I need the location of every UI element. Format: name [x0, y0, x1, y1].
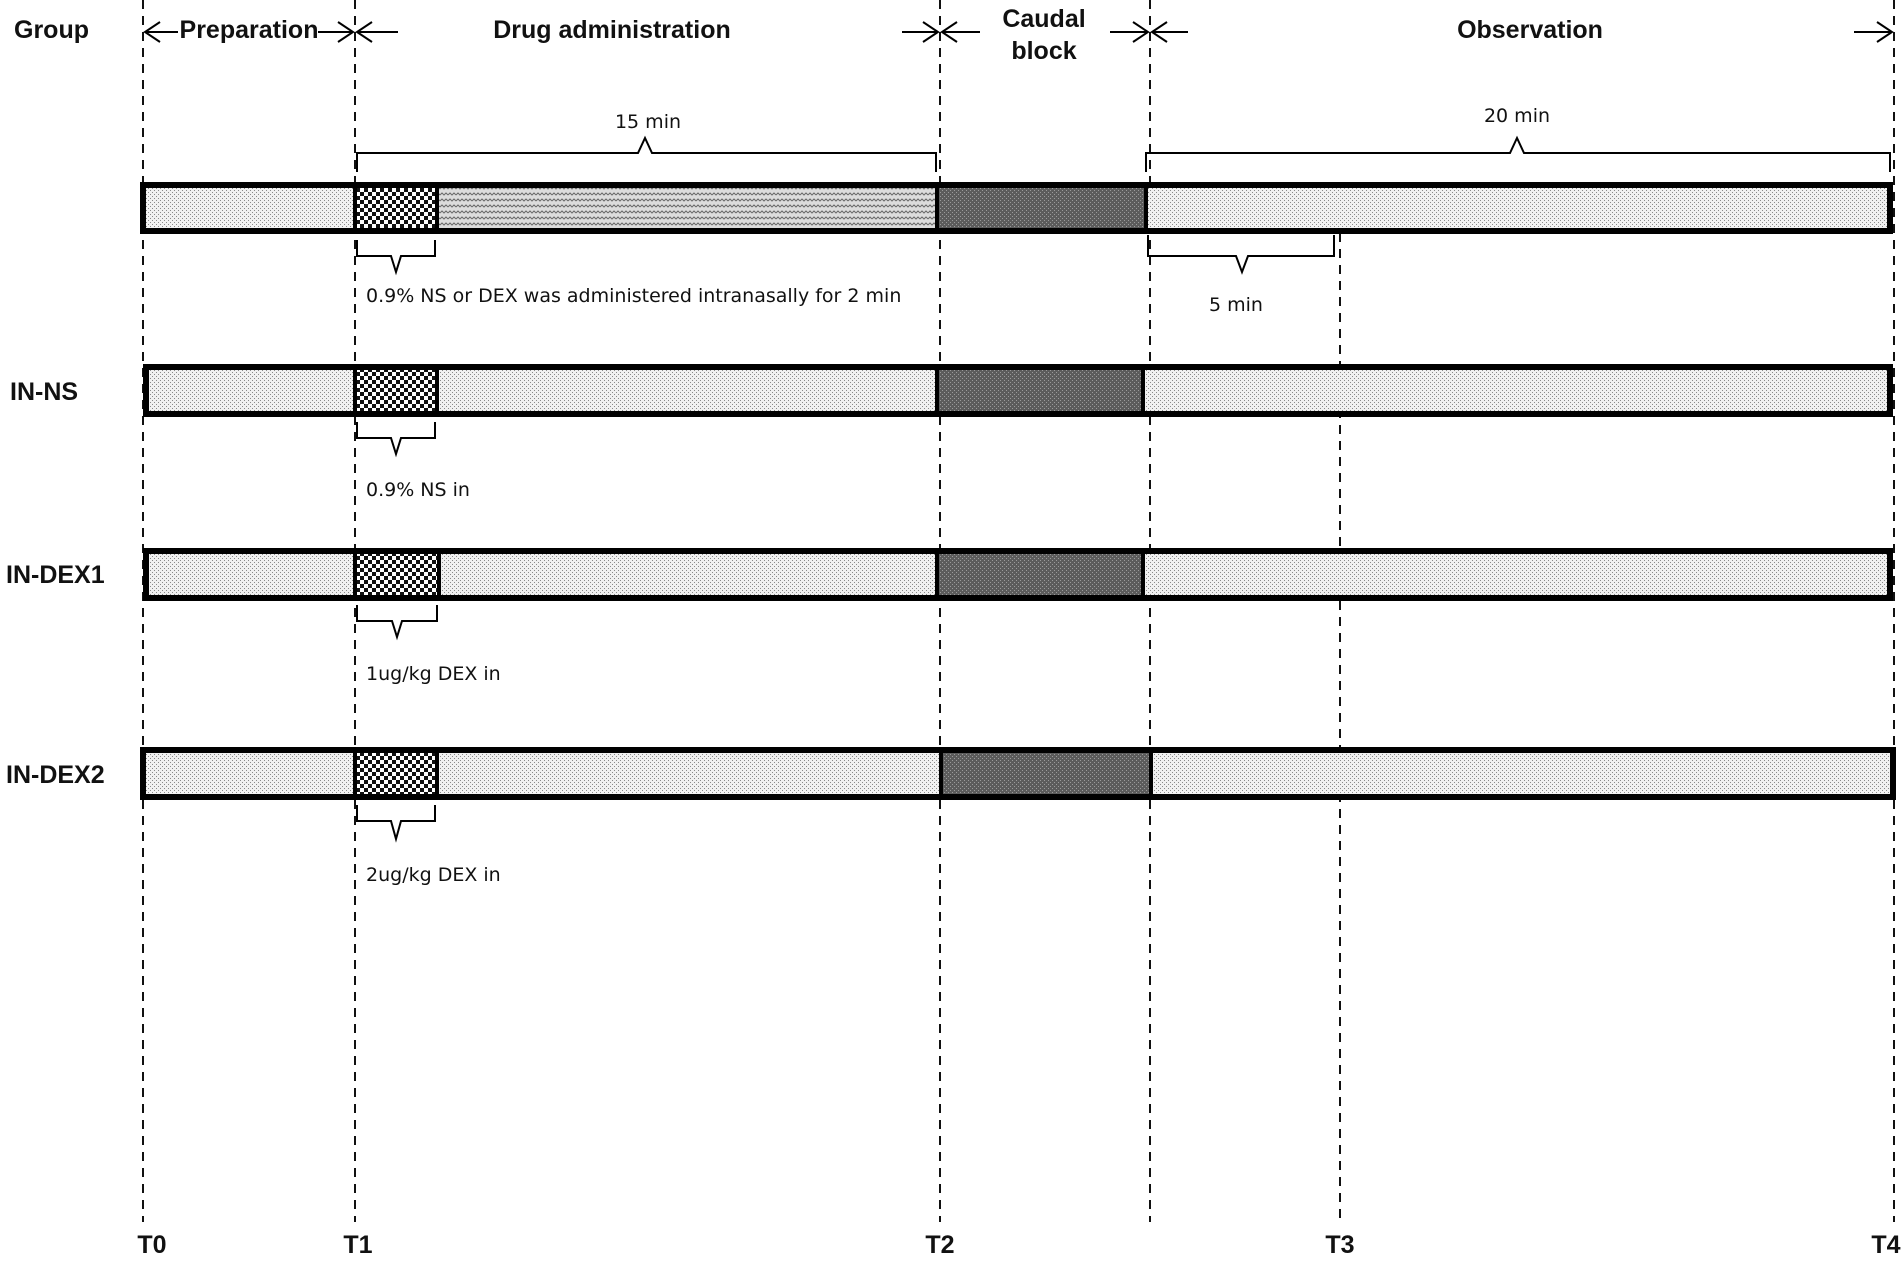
time-point-t0: T0: [137, 1231, 167, 1259]
row-in-dex2: [6, 750, 1893, 886]
segment-preparation: [143, 185, 355, 231]
group-column-label: Group: [14, 16, 89, 44]
row-note: 2ug/kg DEX in: [366, 864, 501, 886]
time-point-t1: T1: [343, 1231, 373, 1259]
duration-observation-label: 20 min: [1483, 105, 1551, 127]
segment-caudal-block: [937, 185, 1146, 231]
segment-intranasal-dose: [355, 367, 437, 414]
row-label: IN-DEX1: [6, 561, 105, 589]
phase-caudal-block-line1: Caudal: [1002, 5, 1086, 33]
time-point-t3: T3: [1325, 1231, 1355, 1259]
segment-intranasal-dose: [355, 551, 439, 598]
segment-observation: [1146, 185, 1890, 231]
phase-drug-administration: Drug administration: [493, 16, 731, 44]
row-label: IN-DEX2: [6, 761, 105, 789]
row-note: 1ug/kg DEX in: [366, 663, 501, 685]
phase-caudal-block-line2: block: [1011, 37, 1077, 65]
time-point-t2: T2: [925, 1231, 955, 1259]
dose-brace: [357, 422, 435, 454]
phase-preparation: Preparation: [179, 16, 319, 44]
segment-caudal-block: [937, 551, 1143, 598]
segment-caudal-block: [937, 367, 1143, 414]
segment-drug-wait: [437, 185, 937, 231]
phase-header: [14, 5, 1892, 65]
duration-brace-drug-admin: [357, 111, 936, 172]
time-point-t4: T4: [1871, 1231, 1901, 1259]
row-label: IN-NS: [10, 378, 79, 406]
row-in-ns: [10, 367, 1890, 501]
segment-intranasal-dose: [355, 750, 437, 797]
phase-observation: Observation: [1457, 16, 1603, 44]
first-observation-brace: [1148, 235, 1334, 272]
dose-brace: [357, 605, 437, 637]
segment-intranasal-dose: [355, 185, 437, 231]
row-overview: [143, 185, 1890, 316]
duration-brace-observation: [1146, 105, 1890, 172]
duration-drug-admin-label: 15 min: [614, 111, 682, 133]
segment-caudal-block: [941, 750, 1151, 797]
dose-brace: [357, 240, 435, 272]
first-observation-label: 5 min: [1209, 294, 1263, 316]
row-in-dex1: [6, 551, 1890, 685]
dose-brace: [357, 805, 435, 839]
row-note: 0.9% NS in: [366, 479, 470, 501]
row-note: 0.9% NS or DEX was administered intranasally for 2 min: [366, 285, 902, 307]
time-point-labels: [137, 1231, 1900, 1259]
